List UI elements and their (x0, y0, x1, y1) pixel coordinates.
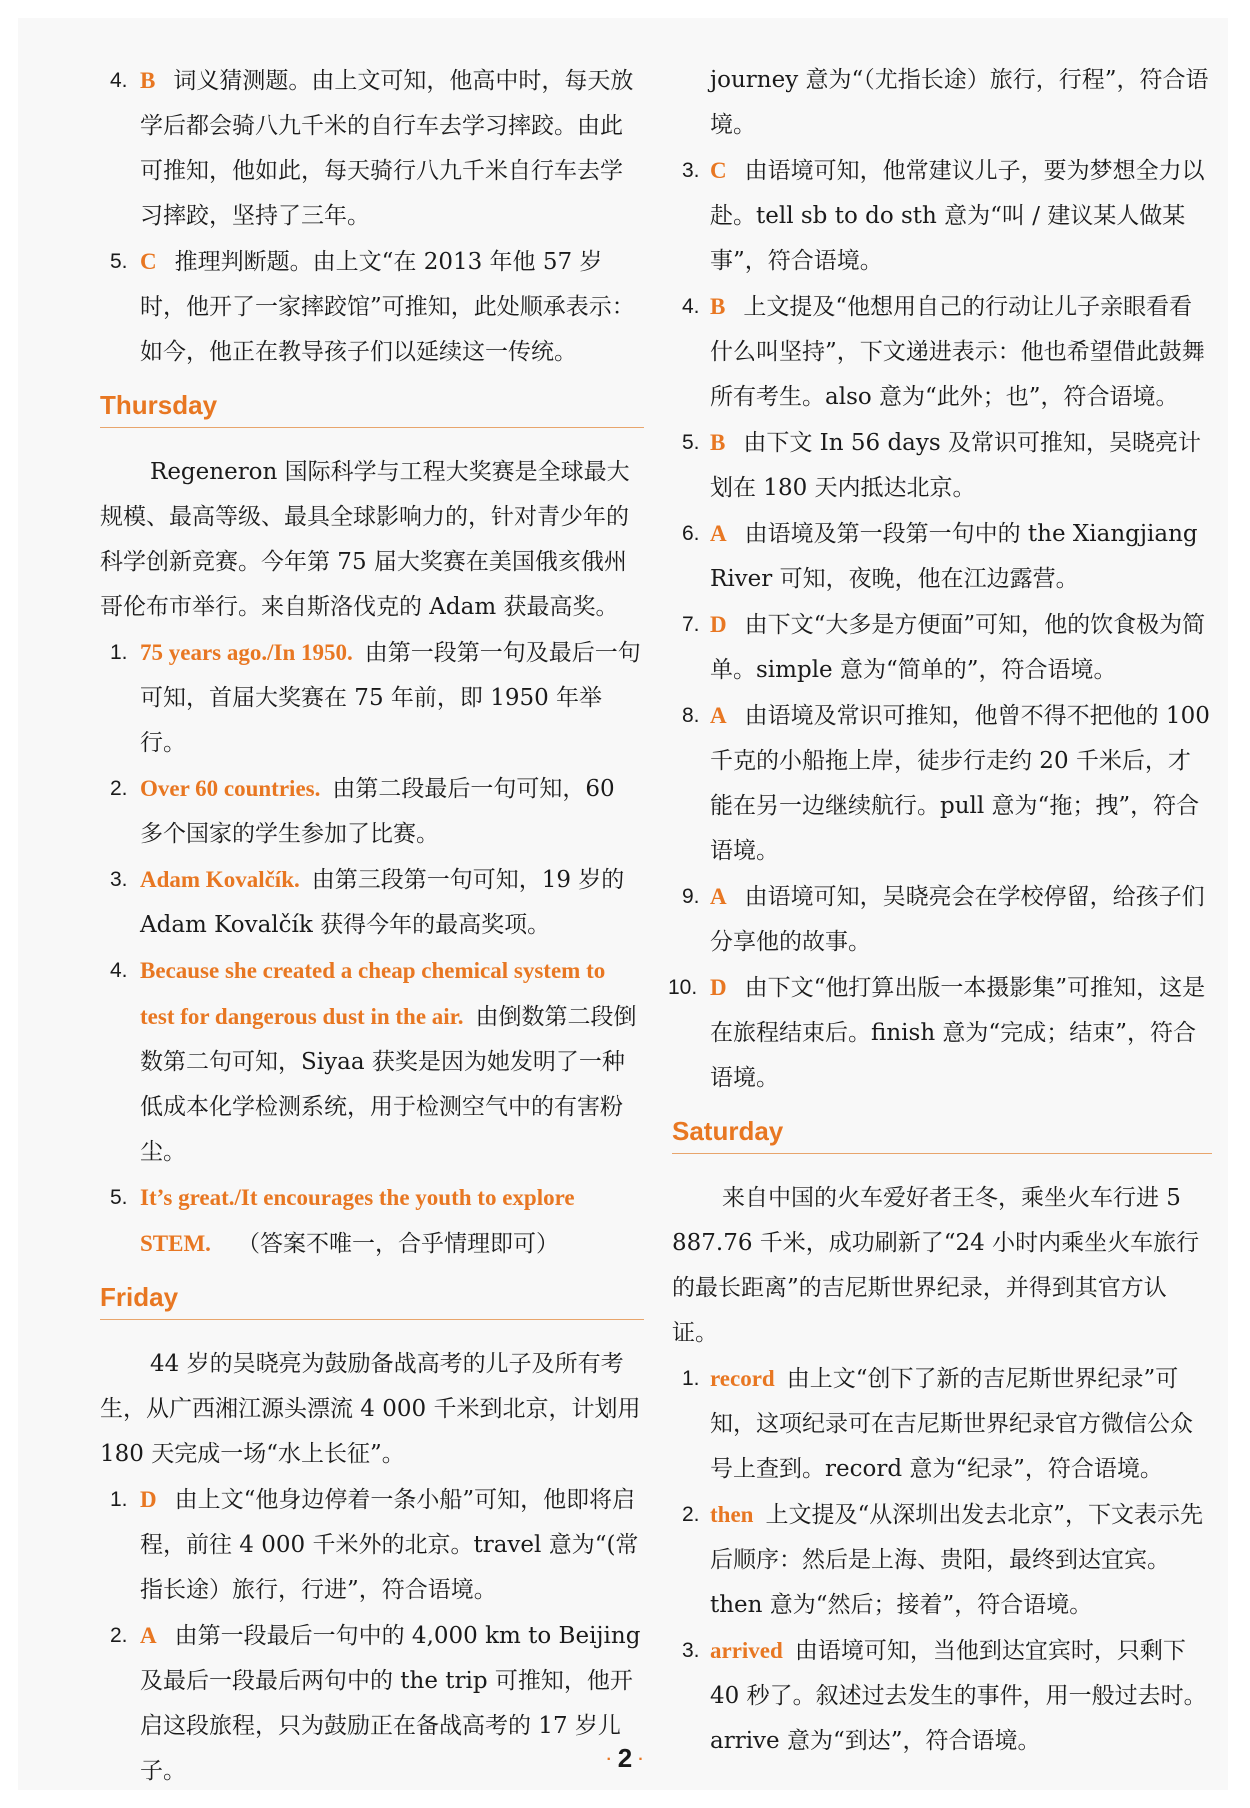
answer-key: C (710, 158, 727, 183)
answer-item (100, 630, 644, 766)
answer-item (100, 948, 644, 1175)
item-number: 6. (682, 522, 700, 545)
answer-item (672, 1356, 1212, 1492)
explanation: 由语境及第一段第一句中的 the Xiangjiang River 可知，夜晚，他在江边露营。 (710, 521, 1198, 592)
answer-item (100, 1477, 644, 1613)
answer-key: record (710, 1366, 775, 1391)
dot-icon: · (638, 1751, 644, 1769)
explanation: 由第一段第一句及最后一句可知，首届大奖赛在 75 年前，即 1950 年举行。 (140, 640, 641, 756)
answer-item (672, 148, 1212, 284)
answer-item (100, 857, 644, 948)
dot-icon: · (606, 1751, 612, 1769)
answer-key: 75 years ago./In 1950. (140, 640, 353, 665)
answer-key: D (710, 612, 727, 637)
explanation: 由第三段第一句可知，19 岁的 Adam Kovalčík 获得今年的最高奖项。 (140, 867, 625, 938)
answer-item (100, 766, 644, 857)
explanation: 推理判断题。由上文“在 2013 年他 57 岁时，他开了一家摔跤馆”可推知，此处顺承表示：如今，他正在教导孩子们以延续这一传统。 (140, 249, 635, 365)
section-title-thursday: Thursday (100, 385, 644, 428)
explanation: （答案不唯一，合乎情理即可） (236, 1231, 559, 1257)
answer-item (672, 693, 1212, 874)
explanation: 由第一段最后一句中的 4,000 km to Beijing 及最后一段最后两句中的 the trip 可推知，他开启这段旅程，只为鼓励正在备战高考的 17 岁儿子。 (140, 1623, 641, 1784)
section-title-friday: Friday (100, 1277, 644, 1320)
answer-item (672, 874, 1212, 965)
page-number (0, 1743, 1250, 1774)
explanation: 由语境可知，他常建议儿子，要为梦想全力以赴。tell sb to do sth 意为“叫 / 建议某人做某事”，符合语境。 (710, 158, 1205, 274)
item-number: 2. (110, 1624, 128, 1647)
right-column (668, 58, 1212, 1764)
item-number: 1. (110, 641, 128, 664)
answer-item (672, 420, 1212, 511)
item-number: 9. (682, 885, 700, 908)
passage-summary: 44 岁的吴晓亮为鼓励备战高考的儿子及所有考生，从广西湘江源头漂流 4 000 千米到北京，计划用 180 天完成一场“水上长征”。 (100, 1351, 641, 1467)
explanation: journey 意为“（尤指长途）旅行，行程”，符合语境。 (710, 67, 1209, 138)
explanation: 由上文“他身边停着一条小船”可知，他即将启程，前往 4 000 千米外的北京。travel 意为“(常指长途）旅行，行进”，符合语境。 (140, 1487, 639, 1603)
item-number: 4. (110, 69, 128, 92)
explanation: 由语境可知，当他到达宜宾时，只剩下 40 秒了。叙述过去发生的事件，用一般过去时。arrive 意为“到达”，符合语境。 (710, 1638, 1207, 1754)
answer-key: A (710, 521, 727, 546)
answer-key: B (710, 430, 726, 455)
answer-key: Over 60 countries. (140, 776, 321, 801)
item-number: 1. (682, 1367, 700, 1390)
answer-item (672, 602, 1212, 693)
item-number: 10. (668, 976, 698, 999)
answer-item (100, 58, 644, 239)
item-number: 2. (682, 1503, 700, 1526)
item-number: 7. (682, 613, 700, 636)
answer-item (672, 511, 1212, 602)
explanation: 由下文 In 56 days 及常识可推知，吴晓亮计划在 180 天内抵达北京。 (710, 430, 1201, 501)
answer-key: A (140, 1623, 157, 1648)
answer-key: D (710, 975, 727, 1000)
answer-item (672, 284, 1212, 420)
answer-key: A (710, 884, 727, 909)
explanation: 上文提及“从深圳出发去北京”，下文表示先后顺序：然后是上海、贵阳，最终到达宜宾。then 意为“然后；接着”，符合语境。 (710, 1502, 1203, 1618)
item-number: 4. (110, 959, 128, 982)
answer-key: B (710, 294, 726, 319)
passage-summary: Regeneron 国际科学与工程大奖赛是全球最大规模、最高等级、最具全球影响力的，针对青少年的科学创新竞赛。今年第 75 届大奖赛在美国俄亥俄州哥伦布市举行。来自斯洛伐克的 Adam 获最高奖。 (100, 459, 630, 620)
answer-key: A (710, 703, 727, 728)
answer-item-continued (672, 58, 1212, 148)
page-number-value: 2 (617, 1743, 633, 1773)
explanation: 由下文“大多是方便面”可知，他的饮食极为简单。simple 意为“简单的”，符合语境。 (710, 612, 1206, 683)
item-number: 5. (110, 250, 128, 273)
item-number: 4. (682, 295, 700, 318)
item-number: 5. (682, 431, 700, 454)
answer-key: D (140, 1487, 157, 1512)
answer-key: C (140, 249, 157, 274)
answer-item (100, 1175, 644, 1267)
item-number: 3. (682, 1639, 700, 1662)
answer-key: B (140, 68, 156, 93)
section-title-saturday: Saturday (672, 1111, 1212, 1154)
left-column (100, 58, 644, 1794)
item-number: 1. (110, 1488, 128, 1511)
explanation: 上文提及“他想用自己的行动让儿子亲眼看看什么叫坚持”，下文递进表示：他也希望借此鼓舞所有考生。also 意为“此外；也”，符合语境。 (710, 294, 1205, 410)
answer-item (100, 239, 644, 375)
explanation: 由第二段最后一句可知，60 多个国家的学生参加了比赛。 (140, 776, 615, 847)
explanation: 词义猜测题。由上文可知，他高中时，每天放学后都会骑八九千米的自行车去学习摔跤。由此可推知，他如此，每天骑行八九千米自行车去学习摔跤，坚持了三年。 (140, 68, 634, 229)
answer-key: Because she created a cheap chemical system to test for dangerous dust in the air. (140, 958, 606, 1029)
answer-key: arrived (710, 1638, 783, 1663)
explanation: 由倒数第二段倒数第二句可知，Siyaa 获奖是因为她发明了一种低成本化学检测系统，用于检测空气中的有害粉尘。 (140, 1004, 637, 1165)
answer-item (672, 1492, 1212, 1628)
item-number: 5. (110, 1186, 128, 1209)
passage-summary: 来自中国的火车爱好者王冬，乘坐火车行进 5 887.76 千米，成功刷新了“24 小时内乘坐火车旅行的最长距离”的吉尼斯世界纪录，并得到其官方认证。 (672, 1185, 1200, 1346)
answer-key: It’s great./It encourages the youth to explore STEM. (140, 1185, 575, 1256)
explanation: 由下文“他打算出版一本摄影集”可推知，这是在旅程结束后。finish 意为“完成；结束”，符合语境。 (710, 975, 1206, 1091)
answer-key: Adam Kovalčík. (140, 867, 300, 892)
item-number: 3. (682, 159, 700, 182)
answer-item (668, 965, 1212, 1101)
explanation: 由语境及常识可推知，他曾不得不把他的 100 千克的小船拖上岸，徒步行走约 20 千米后，才能在另一边继续航行。pull 意为“拖；拽”，符合语境。 (710, 703, 1210, 864)
item-number: 3. (110, 868, 128, 891)
explanation: 由语境可知，吴晓亮会在学校停留，给孩子们分享他的故事。 (710, 884, 1205, 955)
item-number: 2. (110, 777, 128, 800)
answer-key: then (710, 1502, 754, 1527)
item-number: 8. (682, 704, 700, 727)
explanation: 由上文“创下了新的吉尼斯世界纪录”可知，这项纪录可在吉尼斯世界纪录官方微信公众号上查到。record 意为“纪录”，符合语境。 (710, 1366, 1193, 1482)
